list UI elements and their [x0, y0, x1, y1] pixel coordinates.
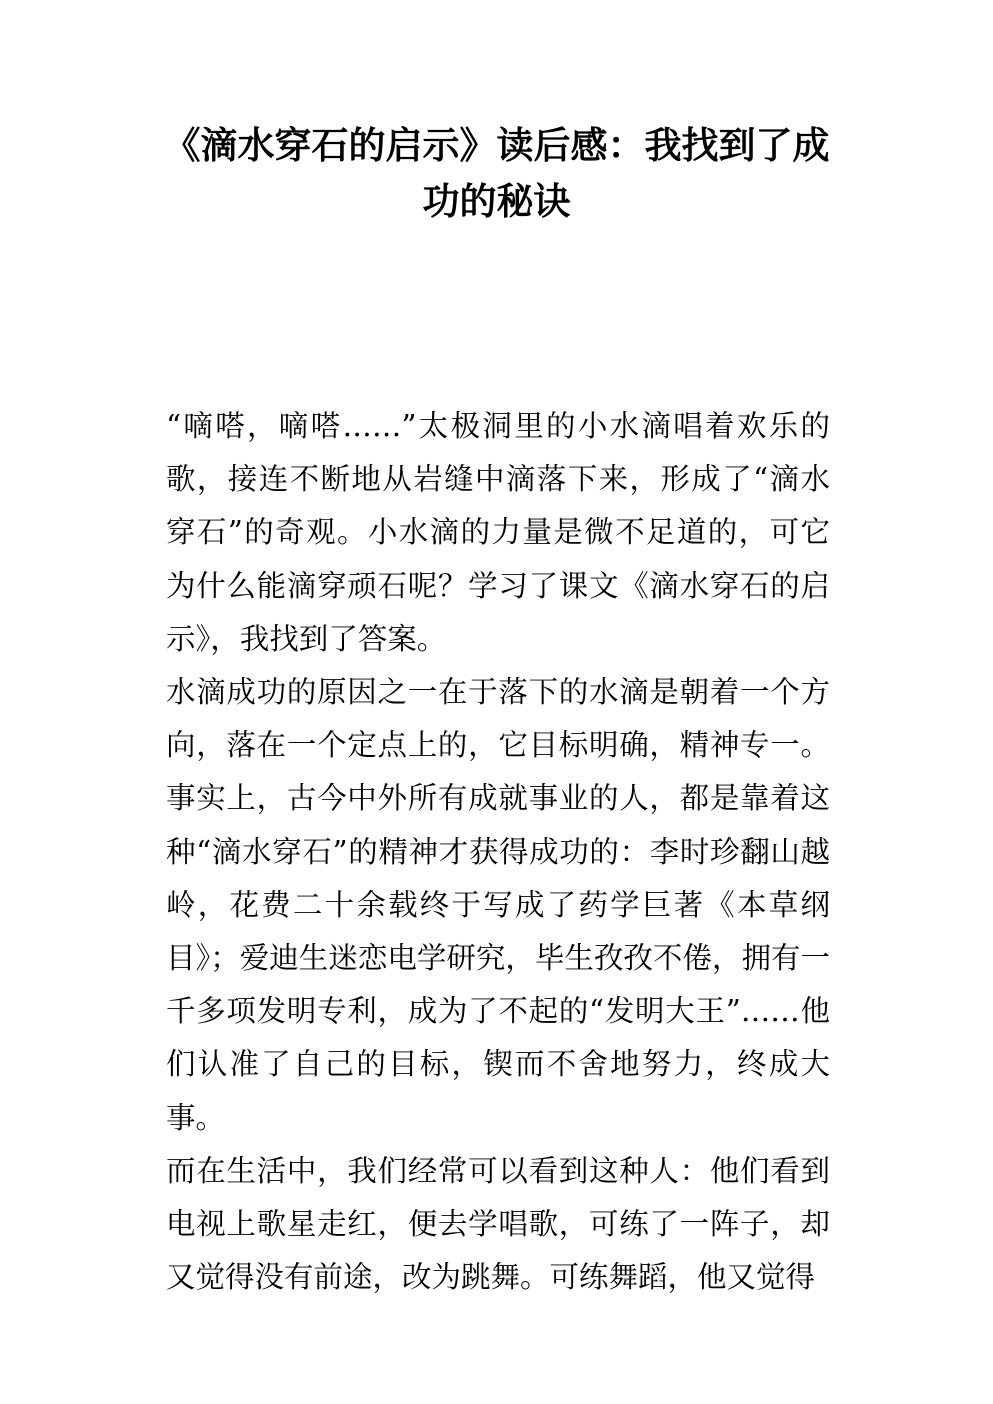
document-body: [166, 400, 830, 1304]
paragraph: “嘀嗒，嘀嗒……”太极洞里的小水滴唱着欢乐的歌，接连不断地从岩缝中滴落下来，形成了“滴水穿石”的奇观。小水滴的力量是微不足道的，可它为什么能滴穿顽石呢？学习了课文《滴水穿石的启示》，我找到了答案。: [166, 409, 830, 656]
paragraph: 水滴成功的原因之一在于落下的水滴是朝着一个方向，落在一个定点上的，它目标明确，精神专一。事实上，古今中外所有成就事业的人，都是靠着这种“滴水穿石”的精神才获得成功的：李时珍翻山越岭，花费二十余载终于写成了药学巨著《本草纲目》；爱迪生迷恋电学研究，毕生孜孜不倦，拥有一千多项发明专利，成为了不起的“发明大王”……他们认准了自己的目标，锲而不舍地努力，终成大事。: [166, 675, 830, 1135]
document-title: 《滴水穿石的启示》读后感：我找到了成功的秘诀: [163, 124, 830, 223]
paragraph: 而在生活中，我们经常可以看到这种人：他们看到电视上歌星走红，便去学唱歌，可练了一阵子，却又觉得没有前途，改为跳舞。可练舞蹈，他又觉得: [166, 1153, 830, 1295]
